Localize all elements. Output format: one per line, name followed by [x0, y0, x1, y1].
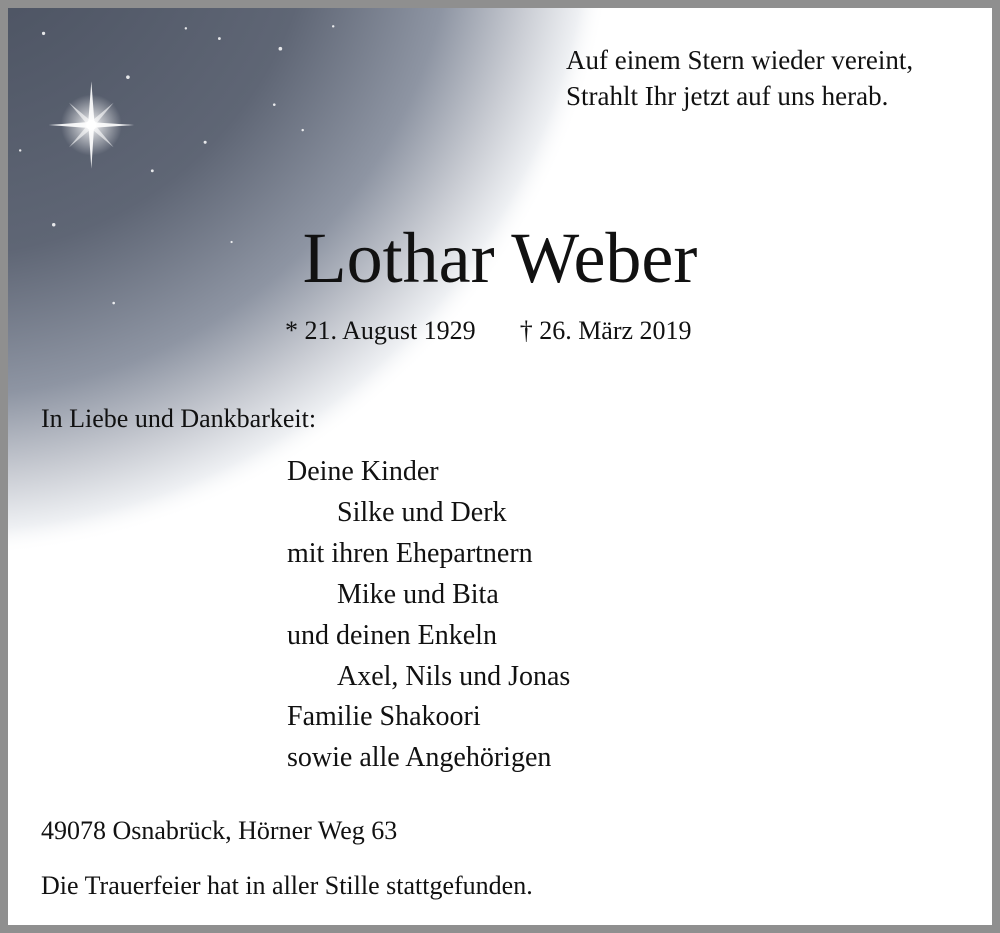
mourner-line: Mike und Bita	[337, 578, 499, 610]
mourner-line: sowie alle Angehörigen	[287, 742, 552, 774]
motto-verse	[566, 42, 913, 114]
mourner-line: Silke und Derk	[337, 496, 507, 528]
birth-date: * 21. August 1929	[285, 316, 476, 345]
funeral-note: Die Trauerfeier hat in aller Stille stattgefunden.	[41, 871, 533, 900]
mourner-line: mit ihren Ehepartnern	[287, 537, 533, 569]
motto-line: Strahlt Ihr jetzt auf uns herab.	[566, 81, 889, 111]
mourner-line: Deine Kinder	[287, 456, 439, 487]
death-date: † 26. März 2019	[519, 316, 692, 345]
life-dates	[285, 314, 692, 348]
mourner-line: Axel, Nils und Jonas	[337, 660, 571, 692]
mourners-list	[287, 452, 570, 779]
deceased-name: Lothar Weber	[302, 218, 698, 298]
dedication-line: In Liebe und Dankbarkeit:	[41, 404, 317, 433]
address-line: 49078 Osnabrück, Hörner Weg 63	[41, 816, 398, 845]
motto-line: Auf einem Stern wieder vereint,	[566, 45, 914, 75]
mourner-line: Familie Shakoori	[287, 701, 481, 733]
mourner-line: und deinen Enkeln	[287, 619, 497, 651]
